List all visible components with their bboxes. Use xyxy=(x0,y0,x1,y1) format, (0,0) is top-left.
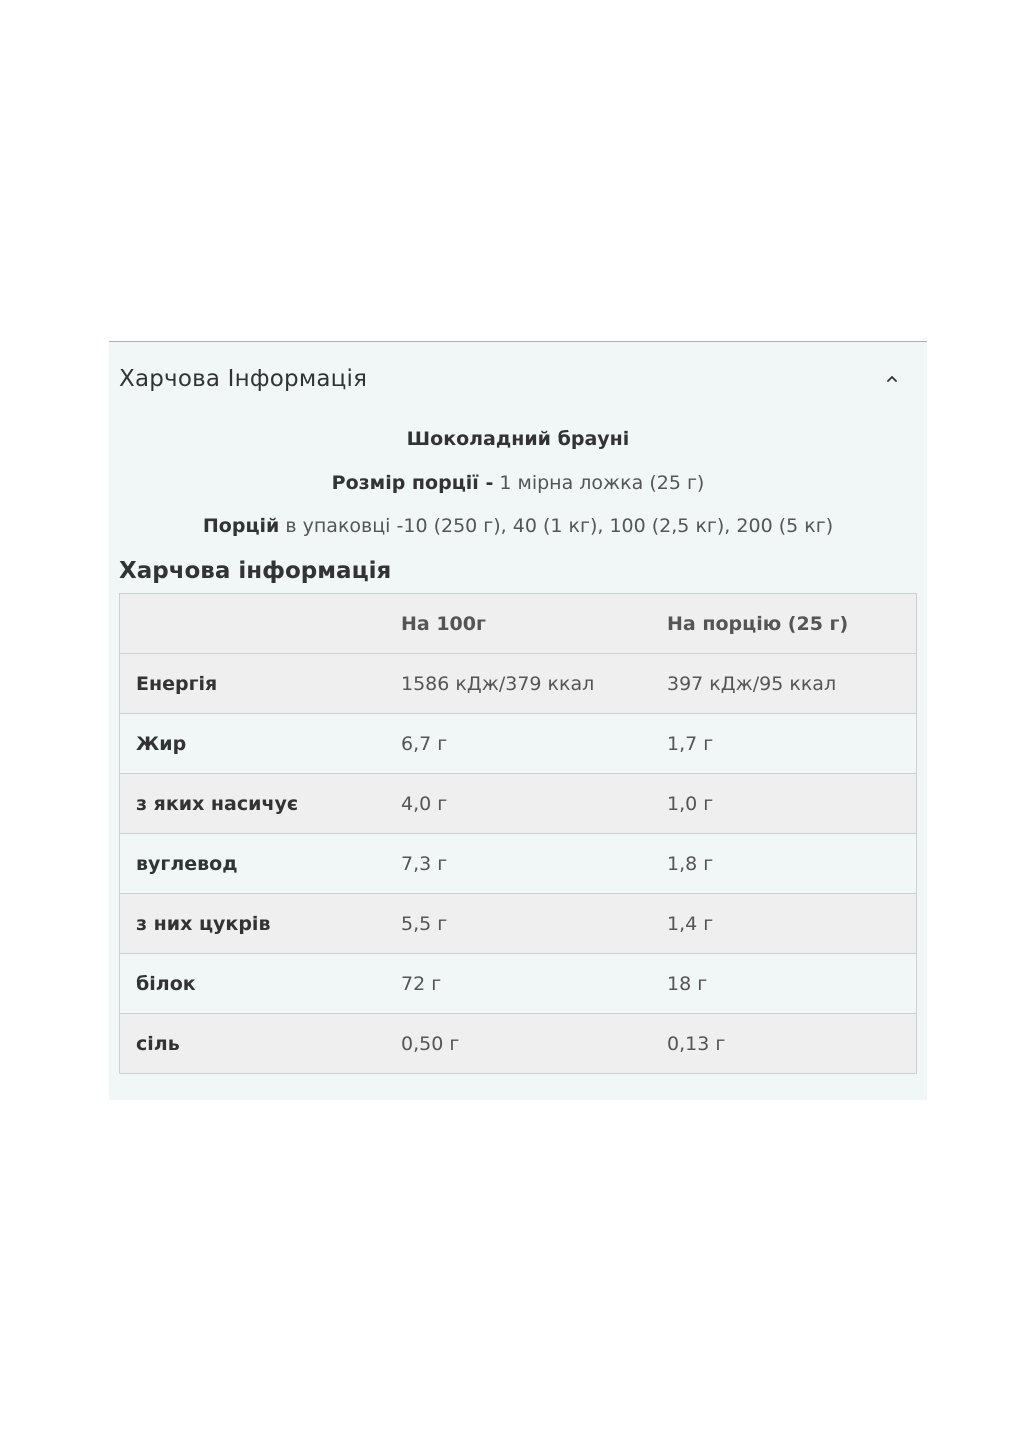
per-serving-value: 18 г xyxy=(667,954,917,1014)
table-row xyxy=(120,774,917,834)
table-title: Харчова інформація xyxy=(119,558,392,584)
table-header-row xyxy=(120,594,917,654)
table-row xyxy=(120,1014,917,1074)
per-100g-value: 72 г xyxy=(401,954,667,1014)
nutrient-name: Енергія xyxy=(120,654,402,714)
table-row xyxy=(120,714,917,774)
nutrient-name: сіль xyxy=(120,1014,402,1074)
serving-size-value: 1 мірна ложка (25 г) xyxy=(493,472,705,494)
chevron-up-icon[interactable] xyxy=(881,368,903,390)
portions-per-pack xyxy=(109,515,927,537)
nutrient-name: Жир xyxy=(120,714,402,774)
table-row xyxy=(120,834,917,894)
header-cell xyxy=(120,594,402,654)
product-name: Шоколадний брауні xyxy=(406,428,630,450)
nutrient-name: з них цукрів xyxy=(120,894,402,954)
per-100g-value: 5,5 г xyxy=(401,894,667,954)
nutrition-table xyxy=(119,593,917,1074)
per-serving-value: 397 кДж/95 ккал xyxy=(667,654,917,714)
table-row xyxy=(120,954,917,1014)
per-100g-value: 7,3 г xyxy=(401,834,667,894)
per-100g-value: 0,50 г xyxy=(401,1014,667,1074)
per-100g-value: 6,7 г xyxy=(401,714,667,774)
panel-header[interactable] xyxy=(119,360,917,396)
portions-label: Порцій xyxy=(202,515,280,537)
per-serving-value: 1,8 г xyxy=(667,834,917,894)
nutrient-name: вуглевод xyxy=(120,834,402,894)
header-cell: На порцію (25 г) xyxy=(667,594,917,654)
table-row xyxy=(120,654,917,714)
serving-size-label: Розмір порції - xyxy=(331,472,494,494)
per-serving-value: 1,4 г xyxy=(667,894,917,954)
per-serving-value: 1,0 г xyxy=(667,774,917,834)
serving-size xyxy=(109,472,927,494)
nutrient-name: з яких насичує xyxy=(120,774,402,834)
header-cell: На 100г xyxy=(401,594,667,654)
per-100g-value: 1586 кДж/379 ккал xyxy=(401,654,667,714)
per-serving-value: 0,13 г xyxy=(667,1014,917,1074)
table-row xyxy=(120,894,917,954)
portions-value: в упаковці -10 (250 г), 40 (1 кг), 100 (2,5 кг), 200 (5 кг) xyxy=(279,515,834,537)
panel-title: Харчова Інформація xyxy=(119,366,368,392)
per-serving-value: 1,7 г xyxy=(667,714,917,774)
per-100g-value: 4,0 г xyxy=(401,774,667,834)
nutrient-name: білок xyxy=(120,954,402,1014)
nutrition-panel xyxy=(109,341,927,1100)
